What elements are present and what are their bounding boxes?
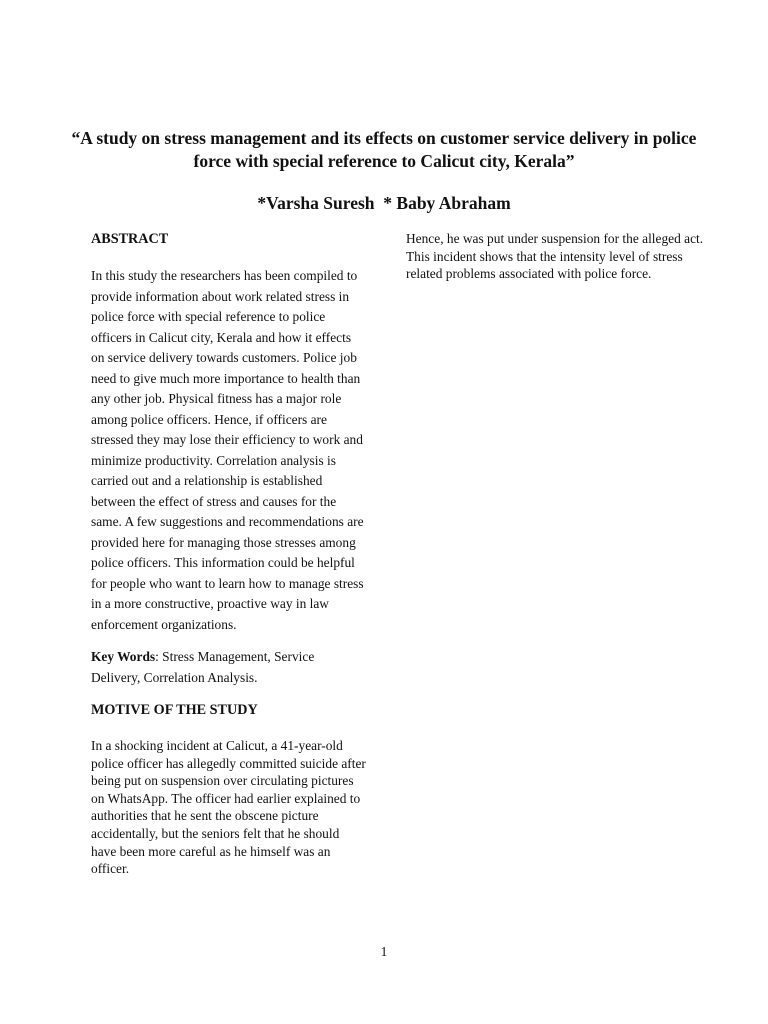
left-column bbox=[91, 229, 366, 878]
page-number: 1 bbox=[380, 944, 388, 959]
right-column bbox=[406, 229, 706, 283]
authors: *Varsha Suresh * Baby Abraham bbox=[257, 193, 511, 213]
keywords-text: : Stress Management, Service Delivery, Correlation Analysis. bbox=[91, 649, 315, 685]
motive-text: In a shocking incident at Calicut, a 41-year-old police officer has allegedly committed suicide after being put on suspension over circulating pictures on WhatsApp. The officer had earlier explained to authorities that he sent the obscene picture accidentally, but the seniors felt that he should have been more careful as he himself was an officer. bbox=[91, 738, 366, 877]
abstract-text: In this study the researchers has been compiled to provide information about work related stress in police force with special reference to police officers in Calicut city, Kerala and how it effects on service delivery towards customers. Police job need to give much more importance to health than any other job. Physical fitness has a major role among police officers. Hence, if officers are stressed they may lose their efficiency to work and minimize productivity. Correlation analysis is carried out and a relationship is established between the effect of stress and causes for the same. A few suggestions and recommendations are provided here for managing those stresses among police officers. This information could be helpful for people who want to learn how to manage stress in a more constructive, proactive way in law enforcement organizations. bbox=[91, 268, 364, 632]
motive-heading: MOTIVE OF THE STUDY bbox=[91, 702, 258, 718]
abstract-heading: ABSTRACT bbox=[91, 231, 169, 247]
keywords-label: Key Words bbox=[91, 649, 156, 664]
keywords bbox=[91, 647, 366, 688]
paper-title: “A study on stress management and its effects on customer service delivery in police force with special reference to Calicut city, Kerala” bbox=[71, 128, 697, 171]
right-column-text: Hence, he was put under suspension for the alleged act. This incident shows that the intensity level of stress related problems associated with police force. bbox=[406, 231, 704, 282]
